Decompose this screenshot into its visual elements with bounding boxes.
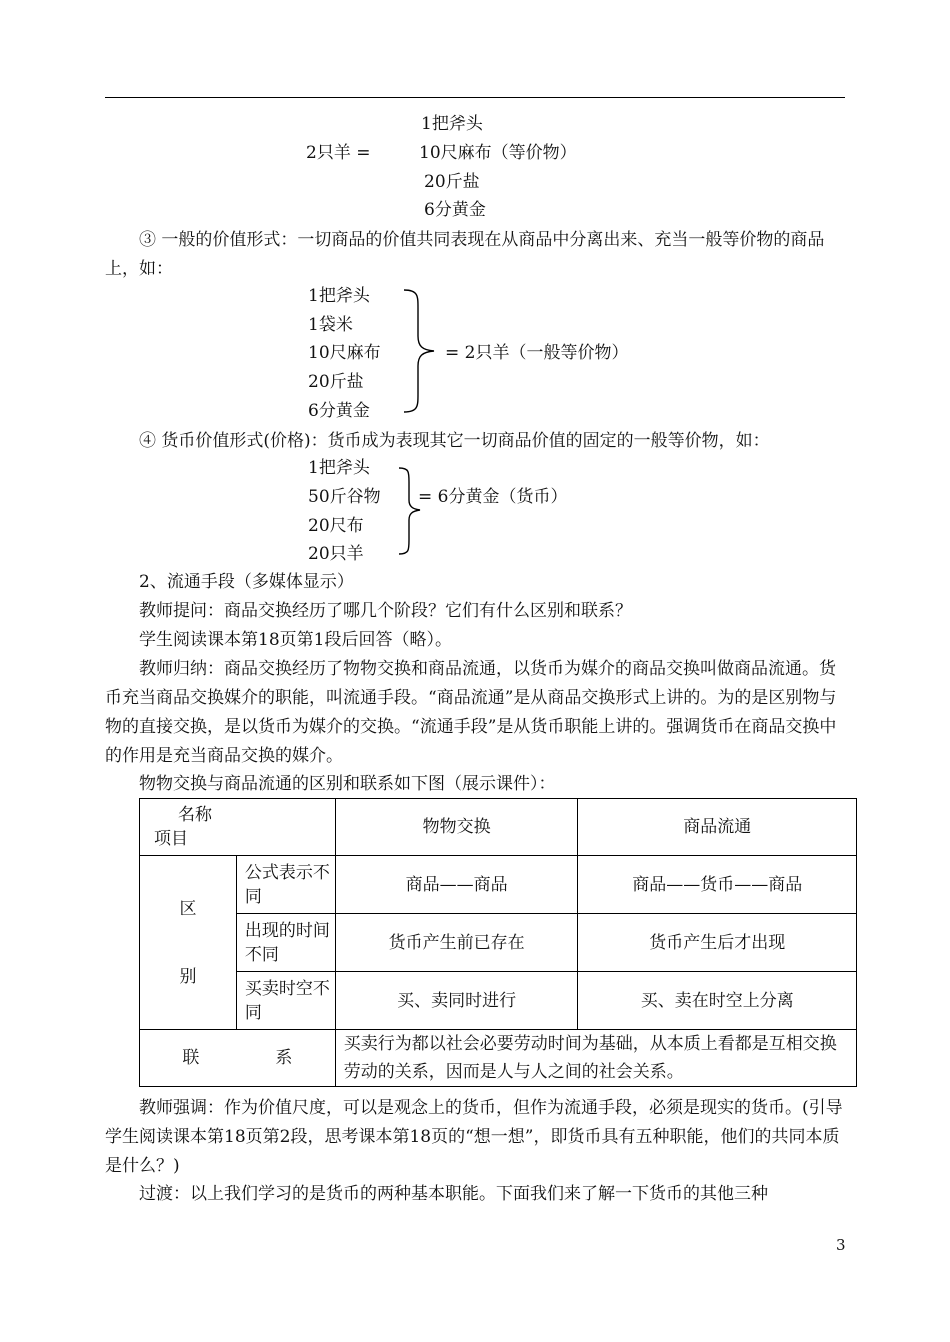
aspect-space: 买卖时空不同 bbox=[236, 972, 335, 1030]
general-item-4: 20斤盐 bbox=[308, 372, 364, 392]
link-label-1: 联 bbox=[182, 1048, 200, 1068]
circulation-formula: 商品——货币——商品 bbox=[578, 856, 857, 914]
general-item-3: 10尺麻布 bbox=[308, 343, 381, 363]
general-item-5: 6分黄金 bbox=[308, 401, 370, 421]
diff-label-1: 区 bbox=[179, 898, 197, 919]
teacher-question: 教师提问：商品交换经历了哪几个阶段？它们有什么区别和联系？ bbox=[139, 601, 632, 621]
money-item-4: 20只羊 bbox=[308, 544, 364, 564]
diff-label-2: 别 bbox=[179, 966, 197, 987]
page-number: 3 bbox=[836, 1236, 846, 1254]
section-heading: 2、流通手段（多媒体显示） bbox=[139, 572, 354, 592]
top-item-2: 10尺麻布（等价物） bbox=[419, 143, 577, 163]
barter-space: 买、卖同时进行 bbox=[335, 972, 578, 1030]
table-row bbox=[140, 856, 857, 914]
circulation-time: 货币产生后才出现 bbox=[578, 914, 857, 972]
aspect-time: 出现的时间不同 bbox=[236, 914, 335, 972]
general-item-2: 1袋米 bbox=[308, 315, 353, 335]
teacher-summary: 教师归纳：商品交换经历了物物交换和商品流通，以货币为媒介的商品交换叫做商品流通。货币充当商品交换媒介的职能，叫流通手段。“商品流通”是从商品交换形式上讲的。为的是区别物与物的直接交换，是以货币为媒介的交换。“流通手段”是从货币职能上讲的。强调货币在商品交换中的作用是充当商品交换的媒介。 bbox=[105, 659, 837, 766]
top-item-3: 20斤盐 bbox=[424, 172, 480, 192]
link-label-2: 系 bbox=[275, 1048, 293, 1068]
header-corner-bottom: 项目 bbox=[154, 829, 188, 849]
table-header-row bbox=[140, 799, 857, 856]
top-left-side: 2只羊 = bbox=[306, 143, 371, 163]
table-intro: 物物交换与商品流通的区别和联系如下图（展示课件）： bbox=[139, 774, 556, 794]
money-item-2: 50斤谷物 bbox=[308, 487, 381, 507]
header-rule bbox=[105, 97, 845, 98]
right-brace-icon bbox=[395, 466, 425, 556]
right-brace-icon bbox=[400, 288, 440, 414]
money-item-3: 20尺布 bbox=[308, 516, 364, 536]
barter-formula: 商品——商品 bbox=[335, 856, 578, 914]
money-result: = 6分黄金（货币） bbox=[418, 487, 568, 507]
general-item-1: 1把斧头 bbox=[308, 286, 370, 306]
transition-text: 过渡：以上我们学习的是货币的两种基本职能。下面我们来了解一下货币的其他三种 bbox=[139, 1184, 768, 1204]
top-item-1: 1把斧头 bbox=[421, 114, 483, 134]
barter-time: 货币产生前已存在 bbox=[335, 914, 578, 972]
header-corner-top: 名称 bbox=[178, 805, 212, 825]
money-item-1: 1把斧头 bbox=[308, 458, 370, 478]
top-item-4: 6分黄金 bbox=[424, 200, 486, 220]
table-row bbox=[140, 914, 857, 972]
general-form-text: ③ 一般的价值形式：一切商品的价值共同表现在从商品中分离出来、充当一般等价物的商品上，如： bbox=[105, 230, 825, 279]
general-result: = 2只羊（一般等价物） bbox=[445, 343, 629, 363]
link-label-cell bbox=[140, 1030, 336, 1087]
comparison-table bbox=[139, 798, 857, 1087]
money-form-text: ④ 货币价值形式(价格)：货币成为表现其它一切商品价值的固定的一般等价物，如： bbox=[139, 431, 770, 451]
header-circulation: 商品流通 bbox=[578, 799, 857, 856]
table-row bbox=[140, 1030, 857, 1087]
aspect-formula: 公式表示不同 bbox=[236, 856, 335, 914]
teacher-emphasis: 教师强调：作为价值尺度，可以是观念上的货币，但作为流通手段，必须是现实的货币。(引导学生阅读课本第18页第2段，思考课本第18页的“想一想”，即货币具有五种职能，他们的共同本质是什么？) bbox=[105, 1098, 843, 1176]
header-corner bbox=[140, 799, 336, 856]
header-barter: 物物交换 bbox=[335, 799, 578, 856]
student-answer: 学生阅读课本第18页第1段后回答（略）。 bbox=[139, 630, 452, 650]
link-text: 买卖行为都以社会必要劳动时间为基础，从本质上看都是互相交换劳动的关系，因而是人与人之间的社会关系。 bbox=[335, 1030, 856, 1087]
circulation-space: 买、卖在时空上分离 bbox=[578, 972, 857, 1030]
diff-label-cell bbox=[140, 856, 237, 1030]
table-row bbox=[140, 972, 857, 1030]
